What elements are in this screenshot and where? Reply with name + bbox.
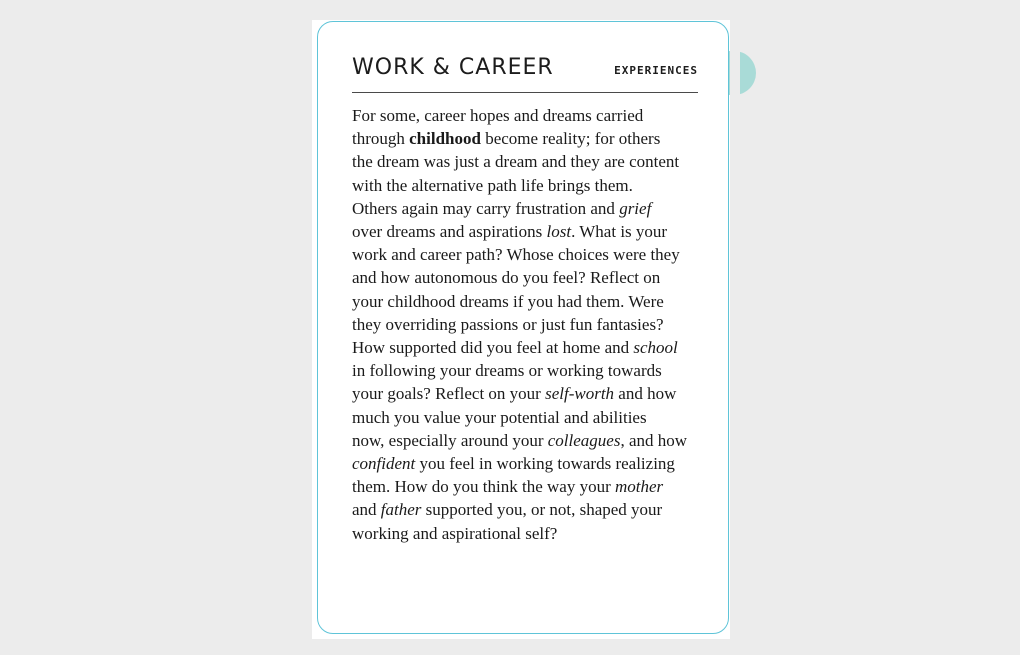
body-line — [352, 313, 704, 336]
text-segment: with the alternative path life brings them. — [352, 175, 633, 195]
body-line — [352, 220, 704, 243]
text-segment: working and aspirational self? — [352, 523, 558, 543]
text-segment: , and how — [620, 430, 688, 450]
text-segment: over dreams and aspirations — [352, 222, 547, 242]
card-title: WORK & CAREER — [352, 55, 554, 80]
body-line — [352, 127, 704, 150]
card-body-text — [352, 104, 704, 545]
card-header — [352, 52, 698, 93]
body-line — [352, 498, 704, 521]
text-segment: the dream was just a dream and they are content — [352, 152, 680, 172]
body-line — [352, 150, 704, 173]
body-line — [352, 522, 704, 545]
body-line — [352, 290, 704, 313]
body-line — [352, 475, 704, 498]
text-segment: supported you, or not, shaped your — [421, 500, 663, 520]
card-category: EXPERIENCES — [614, 64, 698, 77]
text-segment: in following your dreams or working towards — [352, 361, 662, 381]
emphasis-italic: self-worth — [545, 384, 615, 404]
text-segment: they overriding passions or just fun fantasies? — [352, 314, 664, 334]
body-line — [352, 336, 704, 359]
emphasis-italic: mother — [615, 477, 664, 497]
text-segment: your goals? Reflect on your — [352, 384, 546, 404]
text-segment: How supported did you feel at home and — [352, 338, 634, 358]
body-line — [352, 243, 704, 266]
body-line — [352, 197, 704, 220]
body-line — [352, 382, 704, 405]
emphasis-italic: confident — [352, 454, 416, 474]
text-segment: . What is your — [571, 222, 668, 242]
body-line — [352, 104, 704, 127]
tab-mask — [730, 20, 740, 639]
text-segment: now, especially around your — [352, 430, 548, 450]
emphasis-italic: grief — [619, 198, 652, 218]
text-segment: and how autonomous do you feel? Reflect on — [352, 268, 661, 288]
text-segment: Others again may carry frustration and — [352, 198, 620, 218]
emphasis-bold: childhood — [409, 129, 481, 149]
body-line — [352, 452, 704, 475]
emphasis-italic: school — [633, 338, 678, 358]
text-segment: and how — [614, 384, 677, 404]
text-segment: your childhood dreams if you had them. Were — [352, 291, 664, 311]
body-line — [352, 406, 704, 429]
text-segment: become reality; for others — [480, 129, 661, 149]
body-line — [352, 174, 704, 197]
text-segment: For some, career hopes and dreams carried — [352, 106, 644, 125]
text-segment: you feel in working towards realizing — [415, 454, 675, 474]
text-segment: through — [352, 129, 410, 149]
body-line — [352, 359, 704, 382]
body-line — [352, 266, 704, 289]
emphasis-italic: colleagues — [547, 430, 621, 450]
text-segment: and — [352, 500, 381, 520]
emphasis-italic: lost — [546, 222, 572, 242]
text-segment: much you value your potential and abilities — [352, 407, 647, 427]
emphasis-italic: father — [380, 500, 422, 520]
body-line — [352, 429, 704, 452]
text-segment: them. How do you think the way your — [352, 477, 615, 497]
text-segment: work and career path? Whose choices were they — [352, 245, 680, 265]
